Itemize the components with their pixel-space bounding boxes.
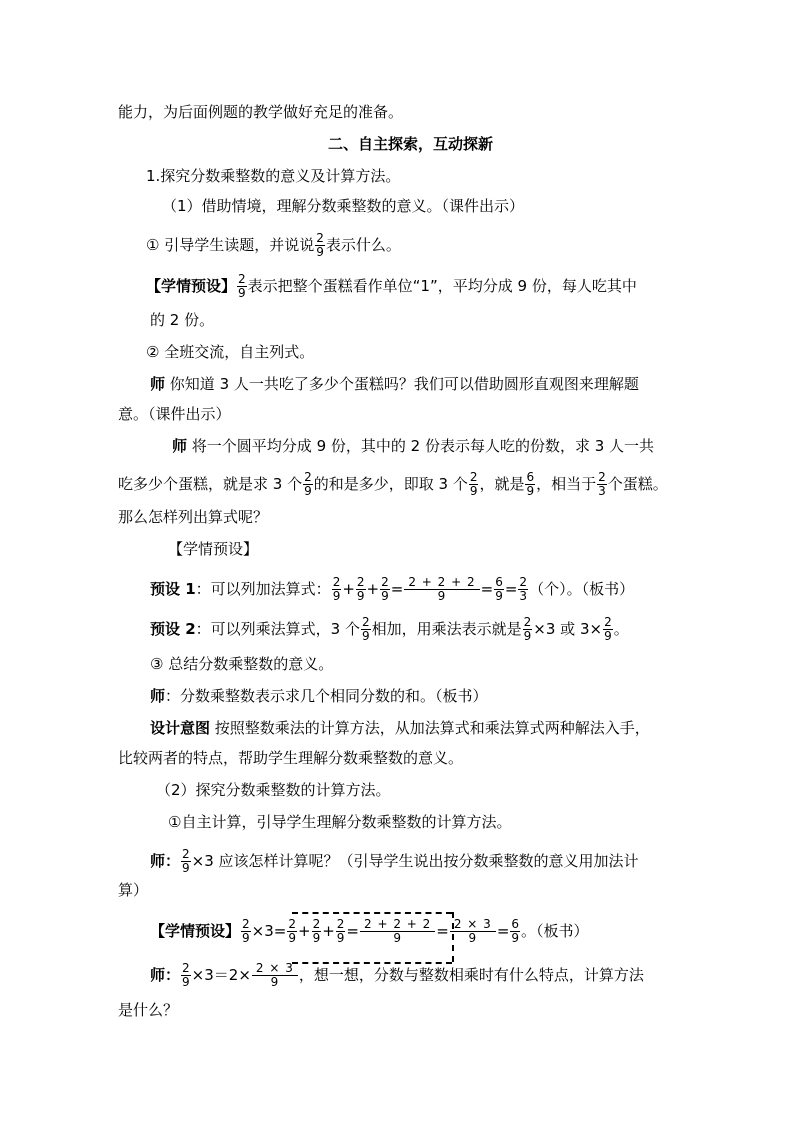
numerator: 2 bbox=[598, 470, 606, 484]
fraction bbox=[494, 576, 504, 603]
numerator: 2 bbox=[523, 615, 532, 629]
section-title: 二、自主探索，互动探新 bbox=[328, 135, 494, 153]
teacher4-cont: 算） bbox=[118, 881, 149, 899]
equals-sign: = bbox=[346, 922, 359, 940]
preset-label: 【学情预设】 bbox=[146, 277, 237, 295]
denominator: 9 bbox=[604, 629, 612, 643]
numerator: 6 bbox=[495, 575, 503, 589]
denominator: 9 bbox=[362, 629, 370, 643]
teacher2-line1 bbox=[172, 436, 654, 456]
numerator: 2 bbox=[182, 961, 190, 975]
text: （个）。（板书） bbox=[529, 580, 635, 598]
teacher2-line3: 那么怎样列出算式呢？ bbox=[118, 508, 269, 526]
yushe1-line bbox=[150, 576, 634, 603]
design-label: 设计意图 bbox=[150, 719, 211, 737]
fraction bbox=[361, 616, 371, 643]
text: ，就是 bbox=[479, 475, 525, 493]
text: ：可以列乘法算式，3 个 bbox=[195, 620, 360, 638]
dashed-box-right bbox=[452, 912, 454, 962]
step2-line: ② 全班交流，自主列式。 bbox=[146, 343, 315, 361]
denominator: 9 bbox=[526, 484, 535, 498]
numerator: 2 bbox=[519, 575, 528, 589]
denominator: 9 bbox=[316, 245, 324, 259]
teacher1-line bbox=[150, 374, 639, 394]
preset2-line bbox=[150, 918, 589, 945]
fraction bbox=[287, 918, 297, 945]
text: 。（板书） bbox=[521, 922, 589, 940]
text: ：分数乘整数表示求几个相同分数的和。（板书） bbox=[165, 687, 488, 705]
teacher-label: 师 bbox=[150, 687, 166, 705]
fraction bbox=[312, 918, 322, 945]
denominator: 9 bbox=[270, 975, 280, 989]
denominator: 9 bbox=[312, 931, 321, 945]
denominator: 9 bbox=[356, 589, 365, 603]
fraction bbox=[450, 918, 496, 945]
step1-line bbox=[146, 232, 401, 259]
equals-sign: = bbox=[390, 580, 404, 598]
plus-sign: + bbox=[342, 580, 355, 598]
fraction bbox=[356, 576, 366, 603]
denominator: 9 bbox=[381, 589, 389, 603]
denominator: 9 bbox=[495, 589, 503, 603]
fraction bbox=[303, 471, 313, 498]
numerator: 2 bbox=[182, 847, 190, 861]
denominator: 9 bbox=[468, 931, 478, 945]
step3-line: ③ 总结分数乘整数的意义。 bbox=[150, 655, 334, 673]
denominator: 9 bbox=[242, 931, 250, 945]
fraction bbox=[380, 576, 390, 603]
denominator: 9 bbox=[182, 975, 190, 989]
plus-sign: + bbox=[297, 922, 311, 940]
step1-text-b: 表示什么。 bbox=[325, 236, 401, 254]
fraction bbox=[181, 848, 191, 875]
yushe2-line bbox=[150, 616, 629, 643]
teacher5-line: 师： $\frac{2}{9}$ ×3＝2× $\frac{2 \times 3}{9}$ ，想一想，分数与整数相乘时有什么特点，计算方法 bbox=[150, 961, 644, 989]
fraction bbox=[336, 918, 346, 945]
denominator: 9 bbox=[288, 931, 296, 945]
numerator: 2 bbox=[332, 575, 341, 589]
teacher3-line bbox=[150, 686, 488, 706]
denominator: 9 bbox=[469, 484, 478, 498]
numerator: 2 bbox=[381, 575, 389, 589]
text: ，相当于 bbox=[536, 475, 597, 493]
teacher-label: 师 bbox=[150, 966, 166, 984]
numerator: 2 bbox=[604, 615, 612, 629]
numerator: 2 bbox=[242, 917, 250, 931]
fraction bbox=[523, 616, 533, 643]
denominator: 9 bbox=[182, 861, 190, 875]
fraction bbox=[597, 471, 607, 498]
text: ×3 应该怎样计算呢？（引导学生说出按分数乘整数的意义用加法计 bbox=[191, 852, 639, 870]
numerator: 2 bbox=[356, 575, 365, 589]
preset1-cont: 的 2 份。 bbox=[150, 311, 215, 329]
numerator: 2 bbox=[336, 917, 345, 931]
yushe-label: 预设 1 bbox=[150, 580, 196, 598]
teacher1-cont: 意。（课件出示） bbox=[118, 405, 231, 423]
text: 的和是多少，即取 3 个 bbox=[313, 475, 468, 493]
fraction bbox=[181, 962, 191, 989]
denominator: 9 bbox=[332, 589, 341, 603]
preset1-line bbox=[146, 273, 637, 300]
text: ：可以列加法算式： bbox=[195, 580, 331, 598]
text: ×3= bbox=[251, 922, 287, 940]
numerator: 2 bbox=[362, 615, 370, 629]
numerator: 2 bbox=[288, 917, 296, 931]
denominator: 9 bbox=[304, 484, 312, 498]
denominator: 9 bbox=[393, 931, 402, 945]
fraction bbox=[237, 273, 247, 300]
numerator: 2 + 2 + 2 bbox=[360, 918, 435, 932]
denominator: 9 bbox=[238, 286, 246, 300]
plus-sign: + bbox=[366, 580, 380, 598]
text: 相加，用乘法表示就是 bbox=[371, 620, 522, 638]
teacher2-text: 将一个圆平均分成 9 份，其中的 2 份表示每人吃的份数，求 3 人一共 bbox=[191, 437, 655, 455]
equals-sign: = bbox=[496, 922, 510, 940]
fraction bbox=[404, 576, 479, 603]
denominator: 3 bbox=[598, 484, 606, 498]
teacher2-line2 bbox=[118, 471, 668, 498]
denominator: 9 bbox=[437, 589, 447, 603]
preset1-text: 表示把整个蛋糕看作单位“1”，平均分成 9 份，每人吃其中 bbox=[247, 277, 637, 295]
teacher-label: 师 bbox=[172, 437, 188, 455]
design-cont: 比较两者的特点，帮助学生理解分数乘整数的意义。 bbox=[118, 749, 464, 767]
numerator: 2 × 3 bbox=[252, 962, 298, 976]
fraction bbox=[518, 576, 528, 603]
equals-sign: = bbox=[504, 580, 518, 598]
fraction bbox=[603, 616, 613, 643]
step4-line: ①自主计算，引导学生理解分数乘整数的计算方法。 bbox=[168, 813, 512, 831]
equals-sign: = bbox=[480, 580, 494, 598]
equals-sign: = bbox=[436, 922, 449, 940]
text: ，想一想，分数与整数相乘时有什么特点，计算方法 bbox=[298, 966, 644, 984]
text: 个蛋糕。 bbox=[607, 475, 668, 493]
numerator: 2 bbox=[238, 272, 246, 286]
numerator: 2 + 2 + 2 bbox=[404, 576, 479, 590]
text: 吃多少个蛋糕，就是求 3 个 bbox=[118, 475, 303, 493]
yushe-label: 预设 2 bbox=[150, 620, 196, 638]
teacher1-text: 你知道 3 人一共吃了多少个蛋糕吗？我们可以借助圆形直观图来理解题 bbox=[169, 375, 639, 393]
teacher-label: 师 bbox=[150, 375, 166, 393]
step1-text-a: ① 引导学生读题，并说说 bbox=[146, 236, 315, 254]
preset-label: 【学情预设】 bbox=[150, 922, 241, 940]
fraction bbox=[315, 232, 325, 259]
numerator: 2 × 3 bbox=[450, 918, 496, 932]
teacher-label: 师 bbox=[150, 852, 166, 870]
denominator: 3 bbox=[519, 589, 528, 603]
numerator: 6 bbox=[526, 470, 535, 484]
fraction bbox=[241, 918, 251, 945]
intro-text: 能力，为后面例题的教学做好充足的准备。 bbox=[118, 103, 404, 121]
fraction bbox=[510, 918, 520, 945]
plus-sign: + bbox=[322, 922, 335, 940]
numerator: 2 bbox=[469, 470, 478, 484]
numerator: 2 bbox=[316, 231, 324, 245]
fraction bbox=[360, 918, 435, 945]
fraction bbox=[332, 576, 342, 603]
numerator: 2 bbox=[312, 917, 321, 931]
denominator: 9 bbox=[511, 931, 520, 945]
dashed-box-top bbox=[292, 912, 452, 914]
text: ×3＝2× bbox=[191, 966, 251, 984]
numerator: 2 bbox=[304, 470, 312, 484]
item1-1-heading: （1）借助情境，理解分数乘整数的意义。（课件出示） bbox=[162, 197, 525, 215]
denominator: 9 bbox=[523, 629, 532, 643]
numerator: 6 bbox=[511, 917, 520, 931]
denominator: 9 bbox=[336, 931, 345, 945]
fraction bbox=[525, 471, 535, 498]
item1-2-heading: （2）探究分数乘整数的计算方法。 bbox=[156, 781, 391, 799]
teacher4-line: 师： $\frac{2}{9}$ ×3 应该怎样计算呢？（引导学生说出按分数乘整数的意义用加法计 bbox=[150, 847, 639, 875]
preset-heading: 【学情预设】 bbox=[168, 540, 259, 558]
fraction bbox=[252, 962, 298, 989]
teacher5-cont: 是什么？ bbox=[118, 1001, 179, 1019]
item1-heading: 1.探究分数乘整数的意义及计算方法。 bbox=[146, 167, 401, 185]
text: ×3 或 3× bbox=[533, 620, 603, 638]
design-line bbox=[150, 718, 650, 738]
text: 。 bbox=[613, 620, 629, 638]
fraction bbox=[469, 471, 479, 498]
text: 按照整数乘法的计算方法，从加法算式和乘法算式两种解法入手， bbox=[214, 719, 650, 737]
